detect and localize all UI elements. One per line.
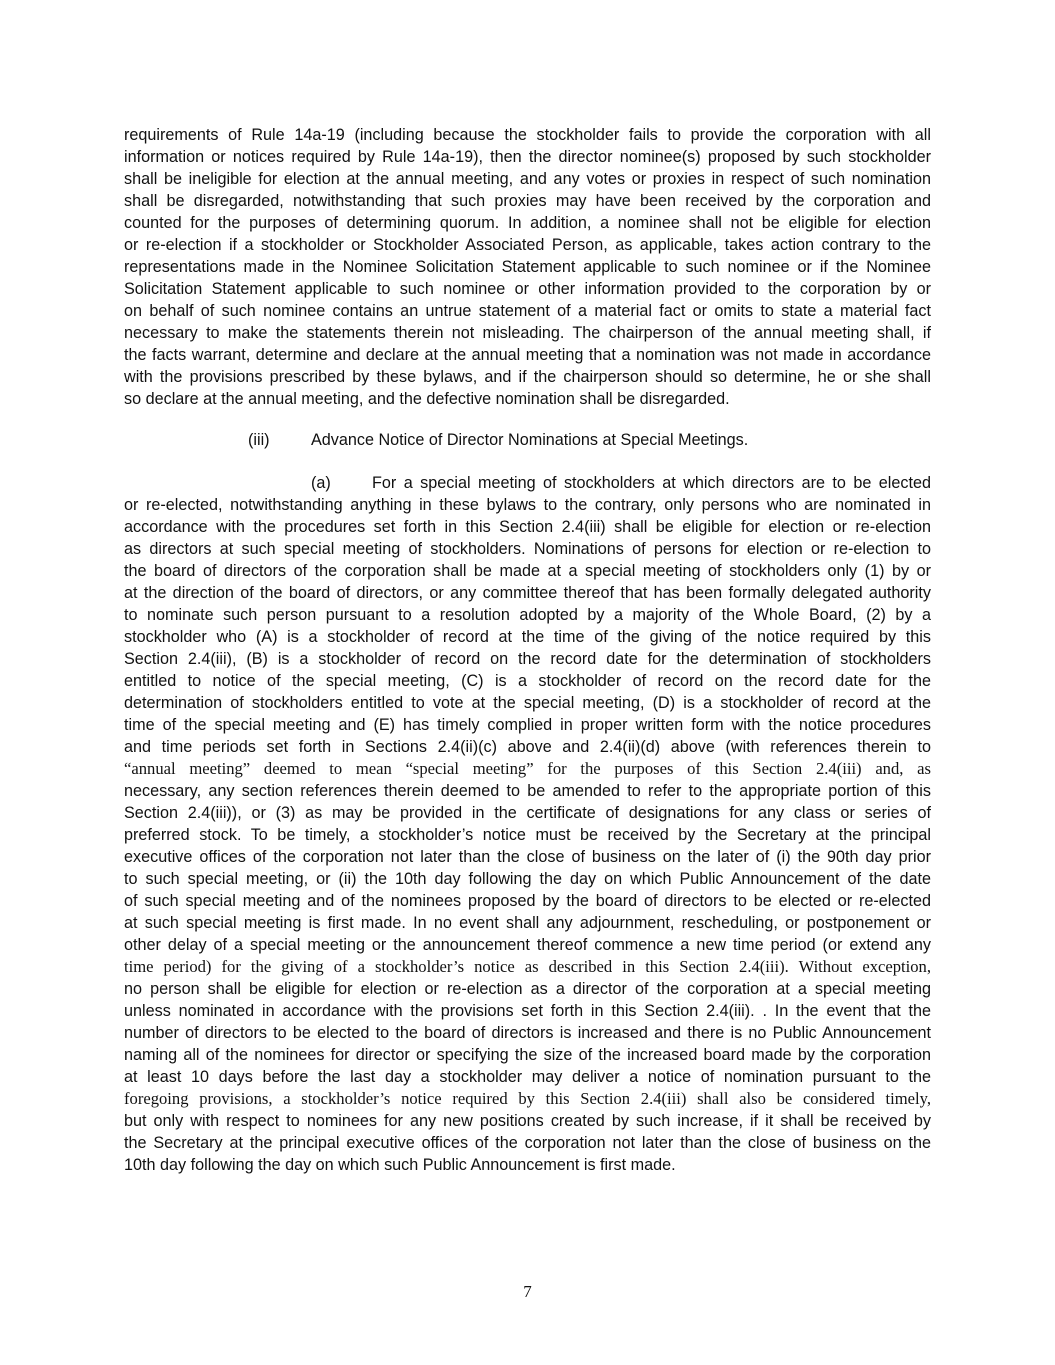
body-text-line: time period) for the giving of a stockholder’s notice as described in this Section 2.4(iii). Without exception, xyxy=(124,957,931,976)
body-text-line: on behalf of such nominee contains an untrue statement of a material fact or omits to state a material fact xyxy=(124,302,931,320)
paragraph-label: (a) xyxy=(311,474,331,492)
body-text-line: shall be ineligible for election at the annual meeting, and any votes or proxies in respect of such nomination xyxy=(124,170,931,188)
body-text-line: Section 2.4(iii)), or (3) as may be provided in the certificate of designations for any class or series of xyxy=(124,804,931,822)
body-text-line: to nominate such person pursuant to a resolution adopted by a majority of the Whole Board, (2) by a xyxy=(124,606,931,624)
body-text-line: shall be disregarded, notwithstanding that such proxies may have been received by the corporation and xyxy=(124,192,931,210)
body-text-line: “annual meeting” deemed to mean “special meeting” for the purposes of this Section 2.4(iii) and, as xyxy=(124,759,931,778)
body-text-line: information or notices required by Rule 14a-19), then the director nominee(s) proposed by such stockholder xyxy=(124,148,931,166)
body-text-line: as directors at such special meeting of stockholders. Nominations of persons for election or re-election to xyxy=(124,540,931,558)
body-text-line: accordance with the procedures set forth in this Section 2.4(iii) shall be eligible for election or re-election xyxy=(124,518,931,536)
body-text-line: Section 2.4(iii), (B) is a stockholder of record on the record date for the determination of stockholders xyxy=(124,650,931,668)
page-number: 7 xyxy=(523,1282,532,1301)
body-text-line: entitled to notice of the special meeting, (C) is a stockholder of record on the record date for the xyxy=(124,672,931,690)
body-text-line: Solicitation Statement applicable to such nominee or other information provided to the corporation by or xyxy=(124,280,931,298)
body-text-line: no person shall be eligible for election or re-election as a director of the corporation at a special meeting xyxy=(124,980,931,998)
body-text-line: naming all of the nominees for director or specifying the size of the increased board made by the corporation xyxy=(124,1046,931,1064)
body-text-line: the board of directors of the corporation shall be made at a special meeting of stockholders only (1) by or xyxy=(124,562,931,580)
body-text-line: with the provisions prescribed by these bylaws, and if the chairperson should so determine, he or she shall xyxy=(124,368,931,386)
body-text-line: the Secretary at the principal executive offices of the corporation not later than the close of business on the xyxy=(124,1134,931,1152)
body-text-line: but only with respect to nominees for any new positions created by such increase, if it shall be received by xyxy=(124,1112,931,1130)
section-title: Advance Notice of Director Nominations at Special Meetings. xyxy=(311,431,749,449)
body-text-line: determination of stockholders entitled to vote at the special meeting, (D) is a stockholder of record at the xyxy=(124,694,931,712)
body-text-line: representations made in the Nominee Solicitation Statement applicable to such nominee or if the Nominee xyxy=(124,258,931,276)
section-number: (iii) xyxy=(248,431,270,449)
body-text-line: number of directors to be elected to the board of directors is increased and there is no Public Announcement xyxy=(124,1024,931,1042)
body-text-line: to such special meeting, or (ii) the 10th day following the day on which Public Announcement of the date xyxy=(124,870,931,888)
body-text-line: at such special meeting is first made. In no event shall any adjournment, rescheduling, or postponement or xyxy=(124,914,931,932)
body-text-line: preferred stock. To be timely, a stockholder’s notice must be received by the Secretary at the principal xyxy=(124,826,931,844)
body-text-line: so declare at the annual meeting, and the defective nomination shall be disregarded. xyxy=(124,390,730,408)
body-text-line: other delay of a special meeting or the announcement thereof commence a new time period (or extend any xyxy=(124,936,931,954)
body-text-line: or re-elected, notwithstanding anything in these bylaws to the contrary, only persons who are nominated in xyxy=(124,496,931,514)
body-text-line: or re-election if a stockholder or Stockholder Associated Person, as applicable, takes action contrary to the xyxy=(124,236,931,254)
body-text-line: at the direction of the board of directors, or any committee thereof that has been formally delegated authority xyxy=(124,584,931,602)
body-text-line: foregoing provisions, a stockholder’s notice required by this Section 2.4(iii) shall also be considered timely, xyxy=(124,1089,931,1108)
body-text-line: stockholder who (A) is a stockholder of record at the time of the giving of the notice required by this xyxy=(124,628,931,646)
body-text-line: counted for the purposes of determining quorum. In addition, a nominee shall not be eligible for election xyxy=(124,214,931,232)
body-text-line: 10th day following the day on which such Public Announcement is first made. xyxy=(124,1156,676,1174)
body-text-line: of such special meeting and of the nominees proposed by the board of directors to be elected or re-elected xyxy=(124,892,931,910)
body-text-line: necessary, any section references therein deemed to be amended to refer to the appropriate portion of this xyxy=(124,782,931,800)
body-text-line: executive offices of the corporation not later than the close of business on the later of (i) the 90th day prior xyxy=(124,848,931,866)
body-text-line: at least 10 days before the last day a stockholder may deliver a notice of nomination pursuant to the xyxy=(124,1068,931,1086)
body-text-line: and time periods set forth in Sections 2.4(ii)(c) above and 2.4(ii)(d) above (with references therein to xyxy=(124,738,931,756)
body-text-line: unless nominated in accordance with the provisions set forth in this Section 2.4(iii). . In the event that the xyxy=(124,1002,931,1020)
body-text-line: necessary to make the statements therein not misleading. The chairperson of the annual meeting shall, if xyxy=(124,324,931,342)
body-text-line: time of the special meeting and (E) has timely complied in proper written form with the notice procedures xyxy=(124,716,931,734)
body-text-line: the facts warrant, determine and declare at the annual meeting that a nomination was not made in accordance xyxy=(124,346,931,364)
body-text-line: For a special meeting of stockholders at which directors are to be elected xyxy=(372,474,931,492)
body-text-line: requirements of Rule 14a-19 (including because the stockholder fails to provide the corporation with all xyxy=(124,126,931,144)
